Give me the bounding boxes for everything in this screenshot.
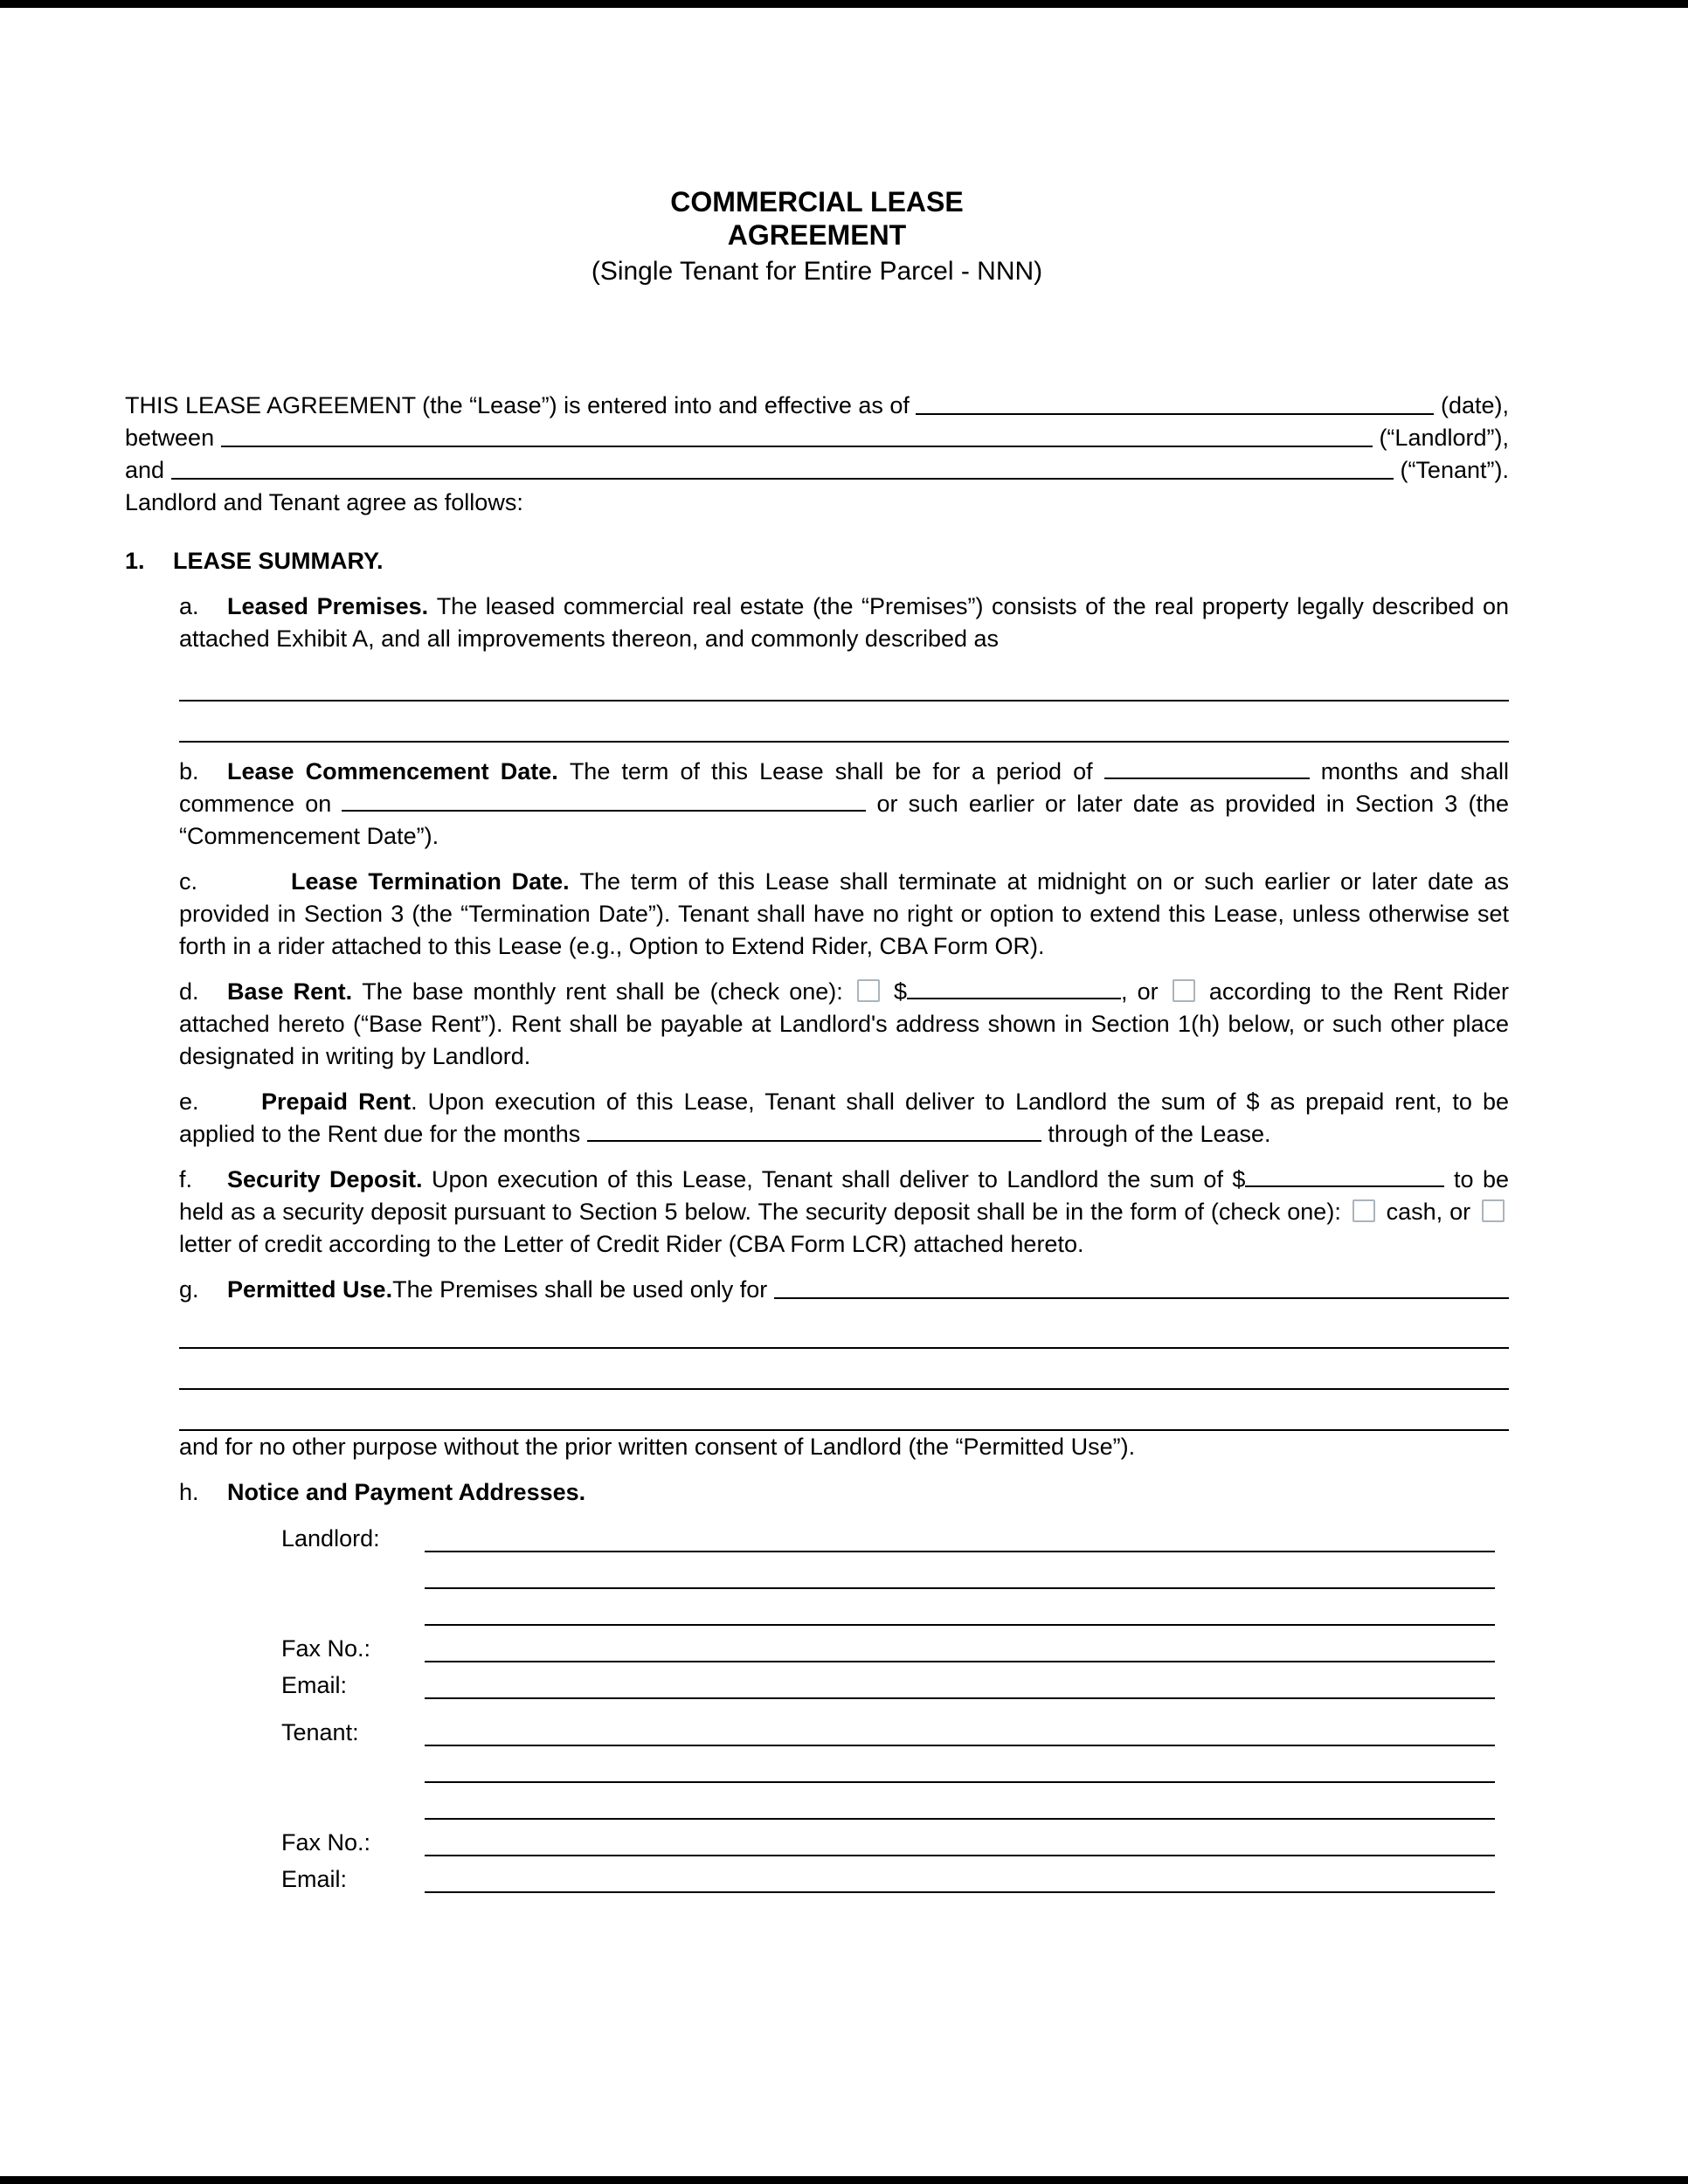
item-paragraph [179, 976, 1509, 1073]
permitted-use-closing: and for no other purpose without the prior written consent of Landlord (the “Permitted Use”). [179, 1434, 1136, 1460]
item-marker: g. [179, 1276, 199, 1303]
address-row [281, 1790, 1495, 1827]
document-title-line2: AGREEMENT [727, 219, 907, 251]
permitted-use-lines [179, 1308, 1509, 1431]
commencement-date-blank[interactable] [342, 806, 866, 812]
paragraph-text: between [125, 425, 221, 451]
tenant-address-line-3[interactable] [425, 1790, 1495, 1820]
paragraph-text: (“Tenant”). [1393, 457, 1509, 483]
landlord-address-line-3[interactable] [425, 1596, 1495, 1626]
item-marker: e. [179, 1089, 199, 1115]
address-label: Fax No.: [281, 1829, 371, 1856]
blank-line[interactable] [179, 660, 1509, 702]
premises-description-lines [179, 660, 1509, 743]
item-heading-text: Permitted Use. [227, 1276, 393, 1303]
address-label [281, 1559, 425, 1596]
item-heading-text: Leased Premises. [227, 593, 437, 619]
item-heading-text: Prepaid Rent [261, 1089, 412, 1115]
document-title-line1: COMMERCIAL LEASE [670, 186, 964, 218]
address-block [281, 1523, 1495, 1900]
page-edge-bar-bottom [0, 2176, 1688, 2184]
address-label: Fax No.: [281, 1635, 371, 1662]
intro-line-effective-date [125, 390, 1509, 422]
section-number: 1. [125, 548, 145, 574]
address-label: Email: [281, 1866, 348, 1892]
item-text [179, 1089, 1509, 1147]
address-label [281, 1790, 425, 1827]
address-row [281, 1559, 1495, 1596]
paragraph-text: through of the Lease. [1041, 1121, 1271, 1147]
effective-date-blank[interactable] [916, 390, 1434, 415]
address-row-tenant [281, 1717, 1495, 1753]
paragraph-text: according to the Rent Rider attached hereto (“Base Rent”). Rent shall be payable at Landlord's address shown in Section 1(h) below, or such other place designated in writing by Landlord. [179, 978, 1509, 1069]
paragraph-text: The leased commercial real estate (the “Premises”) consists of the real property legally described on attached Exhibit A, and all improvements thereon, and commonly described as [179, 593, 1509, 652]
blank-line[interactable] [179, 1390, 1509, 1431]
paragraph-text: , or [1121, 978, 1168, 1005]
intro-line-landlord [125, 422, 1509, 454]
item-base-rent [179, 976, 1509, 1073]
intro-agree-text: Landlord and Tenant agree as follows: [125, 489, 523, 515]
paragraph-text: to be held as a security deposit pursuant to Section 5 below. The security deposit shall be in the form of (check one): [179, 1166, 1509, 1225]
item-paragraph [179, 1164, 1509, 1261]
address-row-landlord-fax [281, 1633, 1495, 1669]
lease-term-months-blank[interactable] [1104, 774, 1310, 779]
intro-line-tenant [125, 454, 1509, 487]
section-heading [125, 545, 1509, 577]
base-rent-dollar-checkbox[interactable] [857, 979, 880, 1002]
paragraph-text: . Upon execution of this Lease, Tenant shall deliver to Landlord the sum of $ as prepaid rent, to be applied to the Rent due for the months [179, 1089, 1509, 1147]
paragraph-text: The term of this Lease shall terminate at midnight on or such earlier or later date as provided in Section 3 (the “Termination Date”). Tenant shall have no right or option to extend this Lease, unless otherwise set forth in a rider attached to this Lease (e.g., Option to Extend Rider, CBA Form OR). [179, 868, 1509, 959]
section-lease-summary [125, 545, 1509, 1900]
item-security-deposit [179, 1164, 1509, 1261]
paragraph-text: letter of credit according to the Letter of Credit Rider (CBA Form LCR) attached hereto. [179, 1231, 1084, 1257]
item-text [227, 1479, 585, 1505]
tenant-name-blank[interactable] [171, 454, 1394, 480]
section-heading-text: LEASE SUMMARY. [173, 548, 384, 574]
blank-line[interactable] [179, 1308, 1509, 1349]
tenant-address-line-2[interactable] [425, 1753, 1495, 1783]
item-marker: h. [179, 1479, 199, 1505]
document-subtitle: (Single Tenant for Entire Parcel - NNN) [591, 257, 1043, 286]
rent-rider-checkbox[interactable] [1173, 979, 1195, 1002]
item-paragraph [179, 591, 1509, 655]
item-marker: c. [179, 868, 198, 895]
address-row-landlord-email [281, 1669, 1495, 1706]
address-label [281, 1596, 425, 1633]
paragraph-text: The term of this Lease shall be for a period of [569, 758, 1104, 784]
item-paragraph [179, 756, 1509, 853]
address-row-tenant-email [281, 1863, 1495, 1900]
landlord-email-line[interactable] [425, 1669, 1495, 1699]
item-heading-text: Security Deposit. [227, 1166, 432, 1192]
item-lease-termination-date [179, 866, 1509, 963]
paragraph-text: The base monthly rent shall be (check one): [362, 978, 853, 1005]
paragraph-text: cash, or [1379, 1199, 1477, 1225]
paragraph-text: Upon execution of this Lease, Tenant shall deliver to Landlord the sum of $ [432, 1166, 1246, 1192]
address-label: Landlord: [281, 1525, 380, 1552]
title-block [125, 185, 1509, 292]
paragraph-text: $ [883, 978, 908, 1005]
item-heading-text: Lease Commencement Date. [227, 758, 570, 784]
item-text [179, 593, 1509, 652]
address-label: Email: [281, 1672, 348, 1698]
item-heading-text: Lease Termination Date. [291, 868, 580, 895]
item-heading-text: Base Rent. [227, 978, 363, 1005]
landlord-name-blank[interactable] [221, 422, 1373, 447]
permitted-use-blank[interactable] [774, 1274, 1509, 1299]
address-row-tenant-fax [281, 1827, 1495, 1863]
item-marker: b. [179, 758, 199, 784]
item-paragraph [179, 1086, 1509, 1151]
item-marker: d. [179, 978, 199, 1005]
landlord-fax-line[interactable] [425, 1633, 1495, 1662]
landlord-address-line[interactable] [425, 1523, 1495, 1552]
base-rent-amount-blank[interactable] [907, 994, 1121, 999]
cash-checkbox[interactable] [1352, 1199, 1375, 1222]
address-row-landlord [281, 1523, 1495, 1559]
paragraph-text: The Premises shall be used only for [392, 1276, 774, 1303]
security-deposit-amount-blank[interactable] [1245, 1182, 1444, 1187]
lease-summary-items [179, 591, 1509, 1900]
paragraph-text: months and shall commence on [179, 758, 1510, 817]
item-leased-premises [179, 591, 1509, 743]
paragraph-text: THIS LEASE AGREEMENT (the “Lease”) is entered into and effective as of [125, 392, 917, 418]
blank-line[interactable] [179, 1349, 1509, 1390]
item-text [179, 868, 1509, 959]
item-paragraph [179, 866, 1509, 963]
tenant-address-line[interactable] [425, 1717, 1495, 1746]
blank-line[interactable] [179, 702, 1509, 743]
item-text [179, 1166, 1509, 1257]
item-paragraph [179, 1476, 1509, 1509]
item-notice-payment-addresses [179, 1476, 1509, 1900]
item-text [179, 978, 1509, 1069]
address-row [281, 1596, 1495, 1633]
intro-paragraph [125, 390, 1509, 519]
item-lease-commencement-date [179, 756, 1509, 853]
paragraph-text: or such earlier or later date as provided in Section 3 (the “Commencement Date”). [179, 791, 1509, 849]
permitted-use-first-line [179, 1274, 1509, 1306]
address-row [281, 1753, 1495, 1790]
paragraph-text: (date), [1434, 392, 1509, 418]
prepaid-rent-months-blank[interactable] [587, 1137, 1041, 1142]
item-prepaid-rent [179, 1086, 1509, 1151]
paragraph-text: (“Landlord”), [1372, 425, 1509, 451]
paragraph-text: and [125, 457, 171, 483]
tenant-email-line[interactable] [425, 1863, 1495, 1893]
tenant-fax-line[interactable] [425, 1827, 1495, 1856]
address-label [281, 1753, 425, 1790]
address-label: Tenant: [281, 1719, 359, 1745]
item-marker: a. [179, 593, 199, 619]
item-permitted-use [179, 1274, 1509, 1463]
item-text [179, 758, 1509, 849]
landlord-address-line-2[interactable] [425, 1559, 1495, 1589]
item-heading-text: Notice and Payment Addresses. [227, 1479, 586, 1505]
item-marker: f. [179, 1166, 193, 1192]
page-edge-bar-top [0, 0, 1688, 8]
letter-of-credit-checkbox[interactable] [1482, 1199, 1505, 1222]
